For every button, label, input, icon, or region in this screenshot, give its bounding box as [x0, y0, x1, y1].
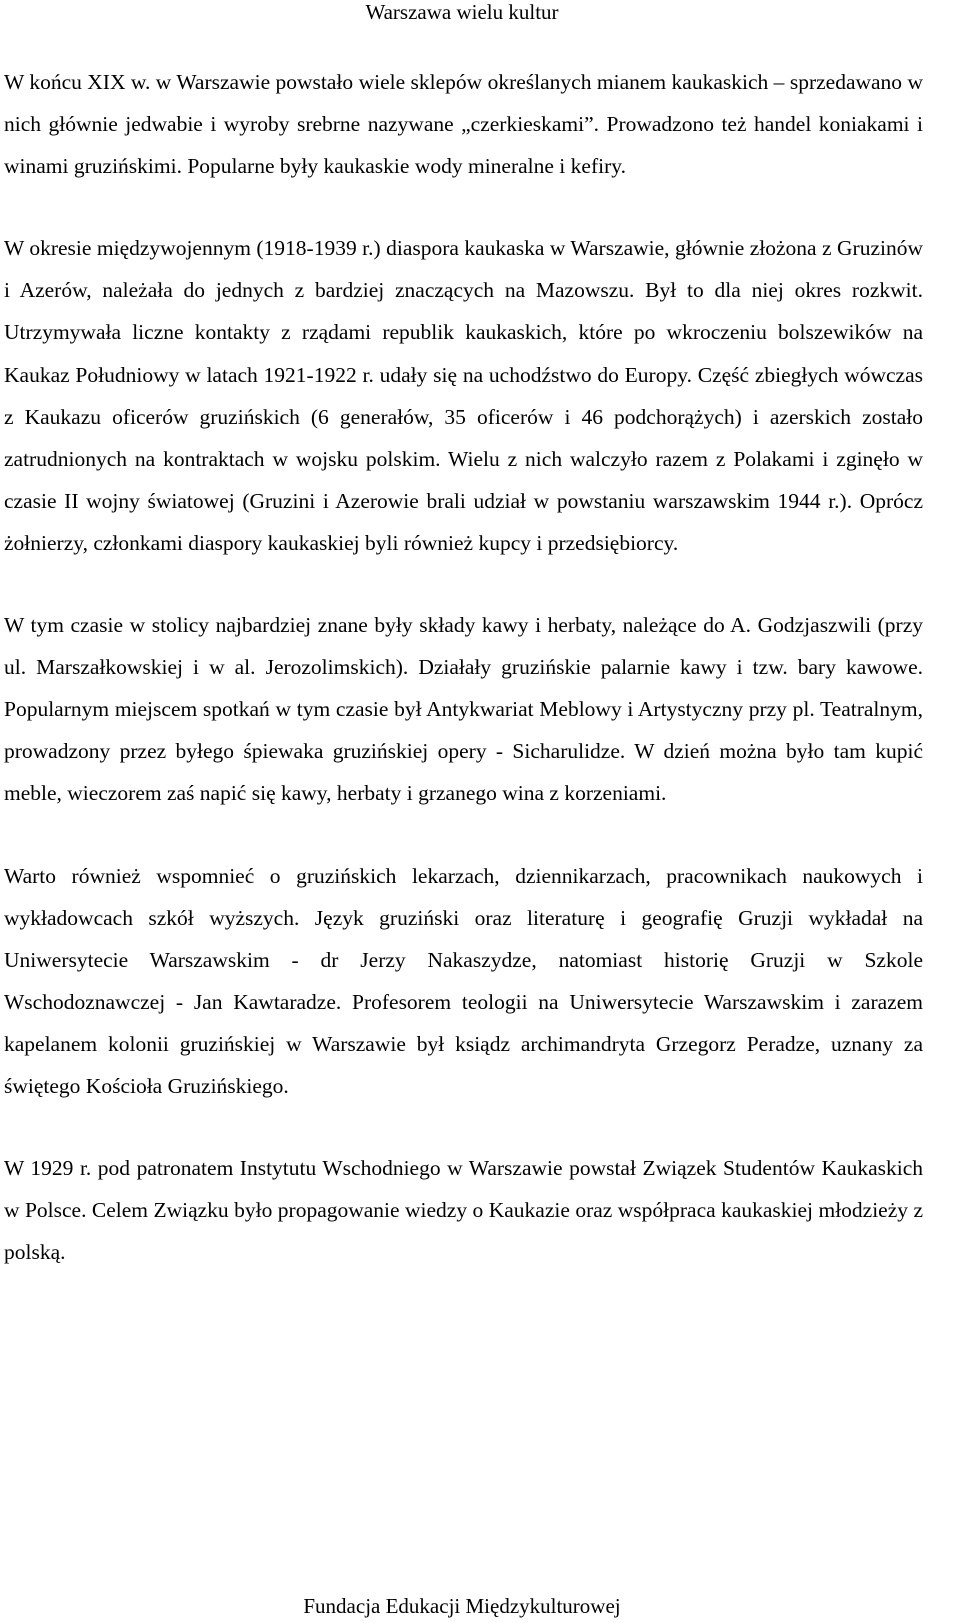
paragraph-georgian-scholars: Warto również wspomnieć o gruzińskich lekarzach, dziennikarzach, pracownikach naukowych i wykładowcach szkół wyższych. Język gruziński oraz literaturę i geografię Gruzji wykładał na Uniwersytecie Warszawskim - dr Jerzy Nakaszydze, natomiast historię Gruzji w Szkole Wschodoznawczej - Jan Kawtaradze. Profesorem teologii na Uniwersytecie Warszawskim i zarazem kapelanem kolonii gruzińskiej w Warszawie był ksiądz archimandryta Grzegorz Peradze, uznany za świętego Kościoła Gruzińskiego. [4, 863, 923, 1098]
page-header: Warszawa wielu kultur [365, 0, 559, 24]
paragraph-student-union: W 1929 r. pod patronatem Instytutu Wschodniego w Warszawie powstał Związek Studentów Kaukaskich w Polsce. Celem Związku było propagowanie wiedzy o Kaukazie oraz współpraca kaukaskiej młodzieży z polską. [4, 1156, 923, 1265]
document-body [4, 61, 923, 1273]
paragraph-coffee-and-tea: W tym czasie w stolicy najbardziej znane były składy kawy i herbaty, należące do A. Godzjaszwili (przy ul. Marszałkowskiej i w al. Jerozolimskich). Działały gruzińskie palarnie kawy i tzw. bary kawowe. Popularnym miejscem spotkań w tym czasie był Antykwariat Meblowy i Artystyczny przy pl. Teatralnym, prowadzony przez byłego śpiewaka gruzińskiej opery - Sicharulidze. W dzień można było tam kupić meble, wieczorem zaś napić się kawy, herbaty i grzanego wina z korzeniami. [4, 613, 923, 806]
page-footer: Fundacja Edukacji Międzykulturowej [303, 1594, 621, 1618]
paragraph-caucasian-shops: W końcu XIX w. w Warszawie powstało wiele sklepów określanych mianem kaukaskich – sprzedawano w nich głównie jedwabie i wyroby srebrne nazywane „czerkieskami”. Prowadzono też handel koniakami i winami gruzińskimi. Popularne były kaukaskie wody mineralne i kefiry. [4, 70, 923, 179]
paragraph-interwar-diaspora: W okresie międzywojennym (1918-1939 r.) diaspora kaukaska w Warszawie, głównie złożona z Gruzinów i Azerów, należała do jednych z bardziej znaczących na Mazowszu. Był to dla niej okres rozkwit. Utrzymywała liczne kontakty z rządami republik kaukaskich, które po wkroczeniu bolszewików na Kaukaz Południowy w latach 1921-1922 r. udały się na uchodźstwo do Europy. Część zbiegłych wówczas z Kaukazu oficerów gruzińskich (6 generałów, 35 oficerów i 46 podchorążych) i azerskich zostało zatrudnionych na kontraktach w wojsku polskim. Wielu z nich walczyło razem z Polakami i zginęło w czasie II wojny światowej (Gruzini i Azerowie brali udział w powstaniu warszawskim 1944 r.). Oprócz żołnierzy, członkami diaspory kaukaskiej byli również kupcy i przedsiębiorcy. [4, 236, 923, 555]
